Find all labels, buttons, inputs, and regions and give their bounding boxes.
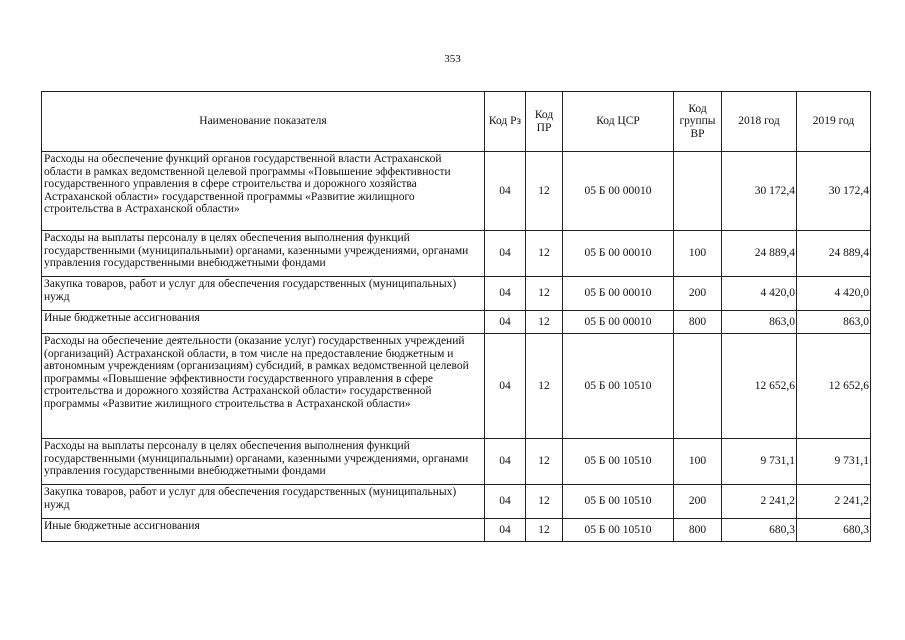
row-name: Закупка товаров, работ и услуг для обеспечения государственных (муниципальных) нужд xyxy=(42,485,485,519)
header-vr: Код группы ВР xyxy=(674,92,722,152)
row-rz: 04 xyxy=(485,277,526,311)
row-2018: 863,0 xyxy=(722,311,797,334)
header-name: Наименование показателя xyxy=(42,92,485,152)
row-rz: 04 xyxy=(485,152,526,231)
row-2018: 30 172,4 xyxy=(722,152,797,231)
row-csr: 05 Б 00 00010 xyxy=(563,152,674,231)
row-2019: 12 652,6 xyxy=(797,334,871,439)
table-row xyxy=(42,231,871,277)
header-rz: Код Рз xyxy=(485,92,526,152)
row-csr: 05 Б 00 00010 xyxy=(563,277,674,311)
row-csr: 05 Б 00 00010 xyxy=(563,311,674,334)
table-row xyxy=(42,439,871,485)
row-2019: 4 420,0 xyxy=(797,277,871,311)
row-pr: 12 xyxy=(526,519,563,542)
row-name: Расходы на обеспечение функций органов государственной власти Астраханской области в рамках ведомственной целевой программы «Повышение эффективности государственного управления в сфере строительства и дорожного хозяйства Астраханской области» государственной программы «Развитие жилищного строительства в Астраханской области» xyxy=(42,152,485,231)
row-pr: 12 xyxy=(526,439,563,485)
row-pr: 12 xyxy=(526,334,563,439)
row-2018: 24 889,4 xyxy=(722,231,797,277)
row-2018: 680,3 xyxy=(722,519,797,542)
row-name: Иные бюджетные ассигнования xyxy=(42,311,485,334)
table-row xyxy=(42,334,871,439)
row-rz: 04 xyxy=(485,519,526,542)
row-vr: 100 xyxy=(674,231,722,277)
row-vr: 200 xyxy=(674,485,722,519)
row-vr: 100 xyxy=(674,439,722,485)
row-pr: 12 xyxy=(526,231,563,277)
row-pr: 12 xyxy=(526,152,563,231)
row-2019: 863,0 xyxy=(797,311,871,334)
row-rz: 04 xyxy=(485,334,526,439)
header-csr: Код ЦСР xyxy=(563,92,674,152)
row-rz: 04 xyxy=(485,311,526,334)
row-2019: 24 889,4 xyxy=(797,231,871,277)
row-2019: 680,3 xyxy=(797,519,871,542)
header-2018: 2018 год xyxy=(722,92,797,152)
row-rz: 04 xyxy=(485,485,526,519)
row-name: Расходы на обеспечение деятельности (оказание услуг) государственных учреждений (организаций) Астраханской области, в том числе на предоставление бюджетным и автономным учреждениям (организациям) субсидий, в рамках ведомственной целевой программы «Повышение эффективности государственного управления в сфере строительства и дорожного хозяйства Астраханской области» государственной программы «Развитие жилищного строительства в Астраханской области» xyxy=(42,334,485,439)
row-2018: 4 420,0 xyxy=(722,277,797,311)
row-csr: 05 Б 00 10510 xyxy=(563,334,674,439)
table-row xyxy=(42,519,871,542)
table-row xyxy=(42,485,871,519)
row-vr: 800 xyxy=(674,519,722,542)
row-2019: 30 172,4 xyxy=(797,152,871,231)
row-2018: 2 241,2 xyxy=(722,485,797,519)
row-rz: 04 xyxy=(485,231,526,277)
row-2019: 9 731,1 xyxy=(797,439,871,485)
row-vr: 200 xyxy=(674,277,722,311)
row-vr: 800 xyxy=(674,311,722,334)
table-row xyxy=(42,277,871,311)
row-csr: 05 Б 00 10510 xyxy=(563,485,674,519)
table-row xyxy=(42,152,871,231)
table-row xyxy=(42,311,871,334)
row-vr xyxy=(674,152,722,231)
row-csr: 05 Б 00 00010 xyxy=(563,231,674,277)
header-row xyxy=(42,92,871,152)
row-pr: 12 xyxy=(526,485,563,519)
row-2018: 12 652,6 xyxy=(722,334,797,439)
row-rz: 04 xyxy=(485,439,526,485)
row-name: Иные бюджетные ассигнования xyxy=(42,519,485,542)
row-name: Расходы на выплаты персоналу в целях обеспечения выполнения функций государственными (муниципальными) органами, казенными учреждениями, органами управления государственными внебюджетными фондами xyxy=(42,231,485,277)
row-csr: 05 Б 00 10510 xyxy=(563,519,674,542)
row-2019: 2 241,2 xyxy=(797,485,871,519)
row-2018: 9 731,1 xyxy=(722,439,797,485)
row-vr xyxy=(674,334,722,439)
row-csr: 05 Б 00 10510 xyxy=(563,439,674,485)
page-number: 353 xyxy=(444,53,461,65)
header-2019: 2019 год xyxy=(797,92,871,152)
row-pr: 12 xyxy=(526,311,563,334)
row-pr: 12 xyxy=(526,277,563,311)
row-name: Расходы на выплаты персоналу в целях обеспечения выполнения функций государственными (муниципальными) органами, казенными учреждениями, органами управления государственными внебюджетными фондами xyxy=(42,439,485,485)
row-name: Закупка товаров, работ и услуг для обеспечения государственных (муниципальных) нужд xyxy=(42,277,485,311)
budget-table xyxy=(41,91,871,542)
header-pr: Код ПР xyxy=(526,92,563,152)
